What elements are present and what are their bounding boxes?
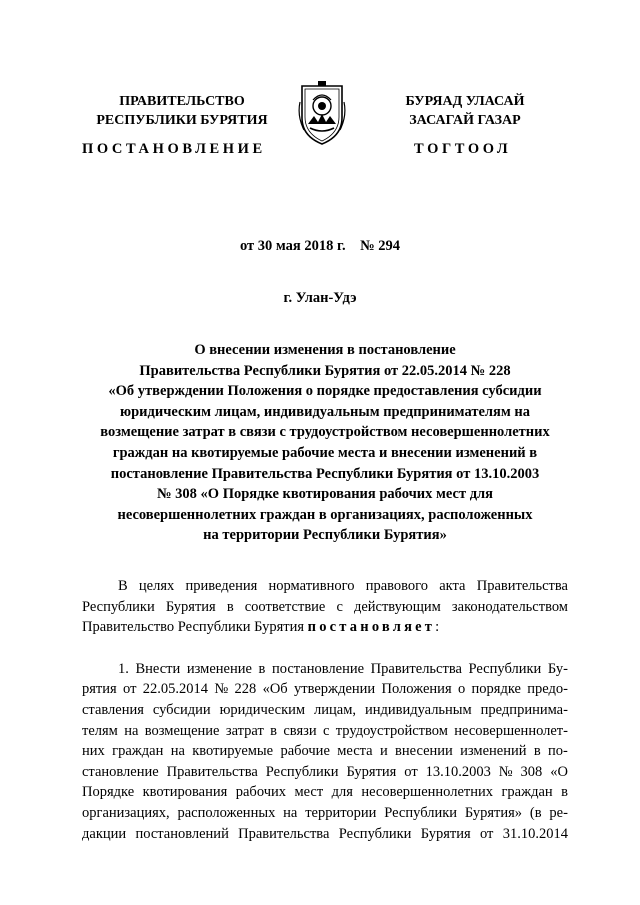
preamble-lead: Правительство Республики Бурятия <box>82 619 308 636</box>
word: Бу- <box>547 660 568 677</box>
document-title <box>82 340 568 546</box>
title-line: «Об утверждении Положения о порядке предоставления субсидии <box>108 383 542 400</box>
word: предо- <box>527 681 568 698</box>
word: Республики <box>384 804 458 821</box>
word: в <box>533 743 541 760</box>
document-body <box>82 576 568 844</box>
word: рабочие <box>280 743 330 760</box>
word: «Об <box>262 681 288 698</box>
word: в <box>258 660 266 677</box>
word: на <box>283 804 298 821</box>
clause-line <box>82 824 568 845</box>
word: для <box>331 784 353 801</box>
title-line: возмещение затрат в связи с трудоустройством несовершеннолетних <box>100 424 550 441</box>
word: Бурятия» <box>464 804 523 821</box>
doc-type-left: ПОСТАНОВЛЕНИЕ <box>82 141 266 157</box>
word: квотирования <box>142 784 228 801</box>
word: рабочих <box>235 784 286 801</box>
word: несовершеннолет- <box>454 722 568 739</box>
word: 31.10.2014 <box>502 825 568 842</box>
word: Республики <box>468 660 542 677</box>
word: правового <box>365 578 428 594</box>
word: Внести <box>135 660 181 677</box>
preamble-line <box>82 617 568 638</box>
word: на <box>170 743 185 760</box>
word: расположенных <box>177 804 276 821</box>
header-left-line2: РЕСПУБЛИКИ БУРЯТИЯ <box>96 113 268 128</box>
word: Правительства <box>370 660 462 677</box>
word: порядке <box>471 681 521 698</box>
word: лицам, <box>314 701 356 718</box>
word: Положения <box>381 681 452 698</box>
word: Республики <box>82 598 155 615</box>
word: Бурятия <box>165 598 216 615</box>
word: внесении <box>395 743 453 760</box>
word: ставления <box>82 701 144 718</box>
word: Порядке <box>82 784 135 801</box>
word: Правительства <box>476 578 568 594</box>
clause-line <box>82 762 568 783</box>
word: 308 <box>520 763 543 780</box>
clause-line <box>82 803 568 824</box>
header-left <box>82 92 282 130</box>
title-line: № 308 «О Порядке квотирования рабочих мест для <box>156 486 494 503</box>
word: них <box>82 743 105 760</box>
word: организациях, <box>82 804 170 821</box>
header-right <box>378 92 552 130</box>
word: ре- <box>549 804 568 821</box>
word: о <box>457 681 466 698</box>
word: от <box>479 825 494 842</box>
word: телям <box>82 722 118 739</box>
word: 228 <box>234 681 257 698</box>
title-line: несовершеннолетних граждан в организациях, расположенных <box>117 506 533 523</box>
title-line: О внесении изменения в постановление <box>194 342 456 358</box>
word: квотируемые <box>192 743 274 760</box>
word: в <box>561 784 568 801</box>
title-line: граждан на квотируемые рабочие места и внесении изменений в <box>112 444 538 461</box>
header-left-line1: ПРАВИТЕЛЬСТВО <box>119 94 245 109</box>
word: граждан <box>501 784 553 801</box>
word: Бурятия <box>420 825 471 842</box>
city-line: г. Улан-Удэ <box>283 290 357 306</box>
word: целях <box>138 578 175 594</box>
word: нормативного <box>268 578 355 594</box>
title-line: на территории Республики Бурятия» <box>203 527 447 544</box>
date-number-line: от 30 мая 2018 г. № 294 <box>239 238 401 254</box>
header-right-line1: БУРЯАД УЛАСАЙ <box>405 94 525 109</box>
word: на <box>124 722 139 739</box>
preamble-tail: : <box>435 619 440 636</box>
word: Правительства <box>238 825 330 842</box>
word: от <box>404 763 418 780</box>
word: граждан <box>112 743 164 760</box>
word: изменений <box>460 743 527 760</box>
word: связи <box>283 722 317 739</box>
title-line: Правительства Республики Бурятия от 22.05.2014 № 228 <box>139 362 511 379</box>
clause-line <box>82 659 568 680</box>
word: Республики <box>265 763 339 780</box>
word: В <box>118 578 128 594</box>
word: индивидуальным <box>364 701 472 718</box>
preamble-paragraph <box>82 576 568 638</box>
word: 22.05.2014 <box>142 681 208 698</box>
word: соответствие <box>244 598 326 615</box>
word: постановлений <box>135 825 229 842</box>
word: с <box>322 722 330 739</box>
word: 1. <box>118 660 129 677</box>
word: в <box>270 722 278 739</box>
preamble-line <box>82 576 568 597</box>
word: Бурятия <box>346 763 397 780</box>
clause-line <box>82 679 568 700</box>
word: законодательством <box>451 598 568 615</box>
word: субсидии <box>152 701 211 718</box>
word: места <box>337 743 373 760</box>
word: несовершеннолетних <box>361 784 494 801</box>
clause-line <box>82 721 568 742</box>
word: (в <box>529 804 542 821</box>
preamble-line <box>82 597 568 618</box>
word: с <box>336 598 343 615</box>
word: затрат <box>225 722 264 739</box>
word: акта <box>439 578 466 594</box>
doc-type-right: ТОГТООЛ <box>414 141 512 157</box>
word: Правительства <box>166 763 258 780</box>
word: № <box>498 763 513 780</box>
clause-1-paragraph <box>82 659 568 844</box>
word: юридическим <box>219 701 306 718</box>
word: действующим <box>353 598 441 615</box>
word: дакции <box>82 825 127 842</box>
header-right-line2: ЗАСАГАЙ ГАЗАР <box>409 113 521 128</box>
title-line: постановление Правительства Республики Бурятия от 13.10.2003 <box>110 465 540 482</box>
word: «О <box>550 763 568 780</box>
word: рятия <box>82 681 117 698</box>
word: по- <box>548 743 568 760</box>
word: приведения <box>185 578 258 594</box>
title-line: юридическим лицам, индивидуальным предпринимателям на <box>120 403 530 420</box>
word: и <box>379 743 388 760</box>
clause-line <box>82 741 568 762</box>
word: 13.10.2003 <box>425 763 491 780</box>
word: Республики <box>338 825 412 842</box>
word: № <box>214 681 229 698</box>
word: территории <box>305 804 377 821</box>
word: постановление <box>271 660 365 677</box>
word: в <box>226 598 234 615</box>
coat-of-arms-icon <box>296 80 348 146</box>
preamble-verb: постановляет <box>307 619 436 636</box>
word: предпринима- <box>480 701 568 718</box>
word: становление <box>82 763 159 780</box>
word: утверждении <box>294 681 376 698</box>
word: трудоустройством <box>335 722 448 739</box>
clause-line <box>82 782 568 803</box>
word: мест <box>294 784 324 801</box>
word: возмещение <box>144 722 220 739</box>
word: изменение <box>186 660 252 677</box>
word: от <box>123 681 137 698</box>
clause-line <box>82 700 568 721</box>
